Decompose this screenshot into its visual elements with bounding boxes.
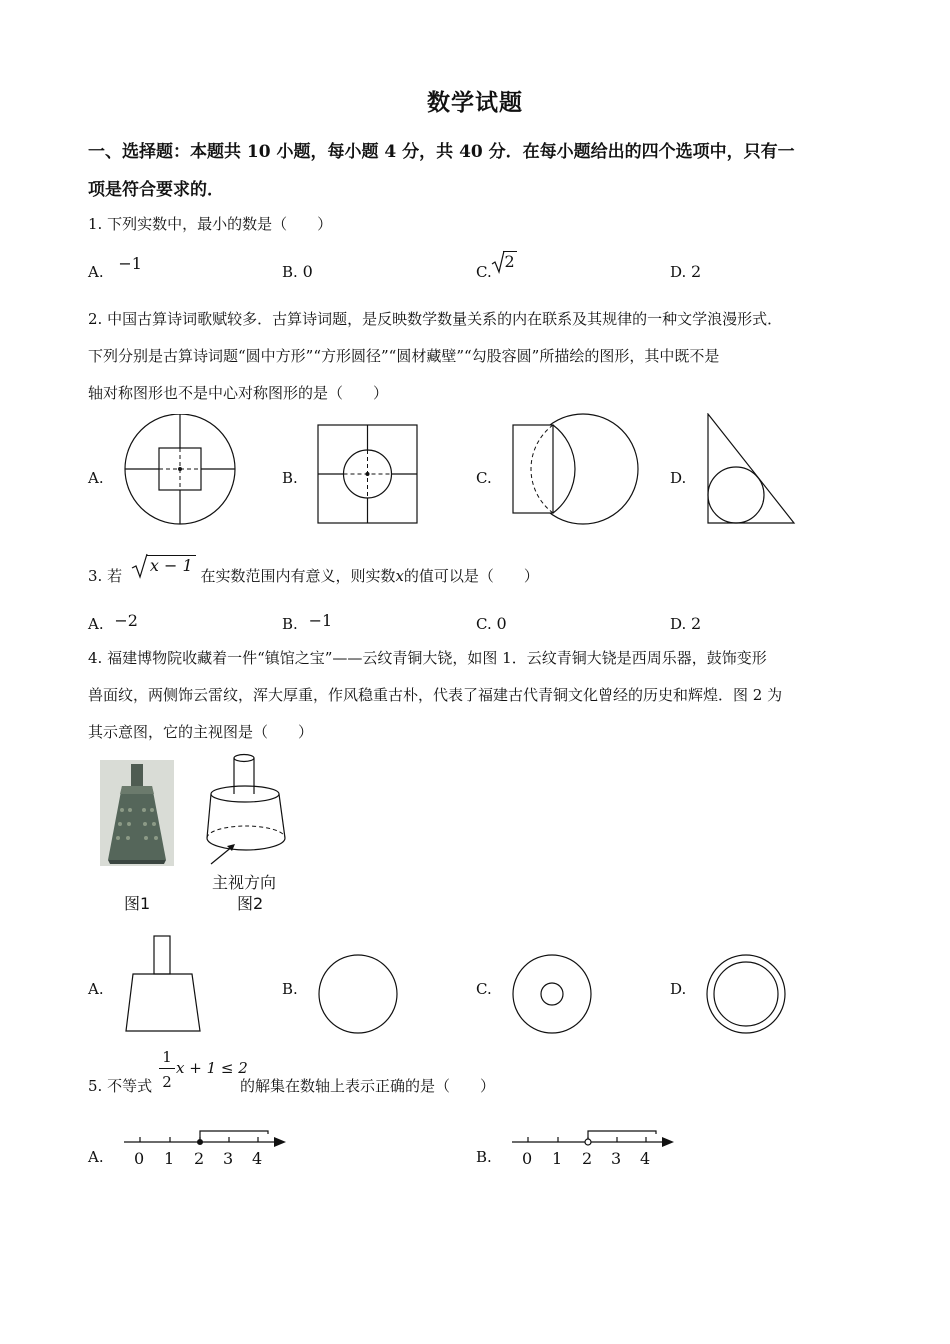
q3-var: x [395, 567, 404, 585]
q4-stem-line3: 其示意图，它的主视图是（ ） [88, 723, 314, 741]
q2-option-c-figure[interactable] [511, 413, 641, 527]
q5-suffix: 的解集在数轴上表示正确的是（ ） [240, 1077, 496, 1095]
q4-option-c-figure[interactable] [511, 954, 593, 1034]
q3-prefix: 3. 若 [88, 567, 123, 585]
tick-label: 1 [164, 1149, 175, 1168]
option-label: D. [670, 615, 687, 633]
option-label: B. [282, 615, 298, 633]
option-label: A. [88, 615, 104, 633]
q2-option-d-figure[interactable] [705, 413, 797, 525]
q2-stem-line1: 2. 中国古算诗词歌赋较多．古算诗词题，是反映数学数量关系的内在联系及其规律的一种文学浪漫形式． [88, 310, 783, 328]
q4-option-b-label[interactable]: B. [282, 980, 298, 998]
tick-label: 0 [134, 1149, 145, 1168]
q2-stem-line2: 下列分别是古算诗词题“圆中方形”“方形圆径”“圆材藏壁”“勾股容圆”所描绘的图形，其中既不是 [88, 347, 720, 365]
q5-expr: x + 1 ≤ 2 [176, 1059, 248, 1077]
option-value: −2 [114, 611, 138, 630]
q3-suffix: 在实数范围内有意义，则实数 [200, 567, 396, 585]
q4-option-b-figure[interactable] [317, 954, 399, 1034]
tick-label: 4 [252, 1149, 263, 1168]
tick-label: 2 [194, 1149, 205, 1168]
sqrt-symbol [131, 553, 149, 579]
q4-option-c-label[interactable]: C. [476, 980, 492, 998]
q1-option-b[interactable] [282, 262, 313, 282]
sqrt-symbol [491, 250, 505, 274]
option-value: 2 [691, 614, 702, 633]
fig1-caption: 图1 [124, 894, 151, 913]
q4-option-a-label[interactable]: A. [88, 980, 104, 998]
option-value: 2 [504, 252, 515, 271]
option-value: −1 [308, 611, 333, 630]
bronze-nao-photo [100, 760, 174, 866]
q3-stem [88, 556, 539, 586]
q5-frac-num: 1 [162, 1048, 172, 1066]
q5-frac-den: 2 [162, 1073, 172, 1091]
tick-label: 3 [611, 1149, 622, 1168]
section-heading-line2: 项是符合要求的． [88, 180, 224, 200]
option-label: C. [476, 263, 492, 281]
q1-option-a[interactable] [88, 254, 142, 282]
option-label: D. [670, 263, 687, 281]
option-label: C. [476, 615, 492, 633]
q1-stem: 1. 下列实数中，最小的数是（ ） [88, 215, 333, 233]
q2-option-b-figure[interactable] [317, 424, 419, 525]
q5-prefix: 5. 不等式 [88, 1077, 153, 1095]
q3-option-d[interactable] [670, 614, 701, 634]
q2-option-a-figure[interactable] [122, 414, 242, 526]
section-heading-line1: 一、选择题：本题共 10 小题，每小题 4 分，共 40 分．在每小题给出的四个选项中，只有一 [88, 142, 795, 162]
tick-label: 4 [640, 1149, 651, 1168]
q4-option-a-figure[interactable] [124, 935, 204, 1033]
option-value: 0 [302, 262, 313, 281]
q3-option-c[interactable] [476, 614, 507, 634]
q3-option-b[interactable] [282, 611, 333, 634]
q2-option-c-label[interactable]: C. [476, 469, 492, 487]
fig2-caption: 图2 [237, 894, 264, 913]
q4-option-d-figure[interactable] [705, 954, 787, 1034]
q3-option-a[interactable] [88, 611, 138, 634]
option-label: B. [282, 263, 298, 281]
q4-stem-line2: 兽面纹，两侧饰云雷纹，浑大厚重，作风稳重古朴，代表了福建古代青铜文化曾经的历史和辉煌．图 2 为 [88, 686, 783, 704]
q1-option-d[interactable] [670, 262, 701, 282]
q2-option-d-label[interactable]: D. [670, 469, 687, 487]
tick-label: 1 [552, 1149, 563, 1168]
q5-option-a-label[interactable]: A. [88, 1148, 104, 1166]
q2-option-a-label[interactable]: A. [88, 469, 104, 487]
option-value: −1 [118, 254, 142, 273]
q3-radicand: x − 1 [147, 555, 196, 575]
q2-option-b-label[interactable]: B. [282, 469, 298, 487]
tick-label: 0 [522, 1149, 533, 1168]
q4-stem-line1: 4. 福建博物院收藏着一件“镇馆之宝”——云纹青铜大铙，如图 1．云纹青铜大铙是西周乐器，鼓饰变形 [88, 649, 767, 667]
tick-label: 3 [223, 1149, 234, 1168]
q5-frac-bar [159, 1068, 175, 1069]
view-direction-label: 主视方向 [212, 873, 277, 892]
q5-option-b-numberline[interactable] [512, 1128, 677, 1168]
q5-option-b-label[interactable]: B. [476, 1148, 492, 1166]
page-title: 数学试题 [427, 89, 523, 116]
q2-stem-line3: 轴对称图形也不是中心对称图形的是（ ） [88, 384, 389, 402]
q3-suffix2: 的值可以是（ ） [403, 567, 539, 585]
option-value: 2 [691, 262, 702, 281]
fig2-schematic [205, 750, 295, 880]
q5-option-a-numberline[interactable] [124, 1128, 289, 1168]
q4-option-d-label[interactable]: D. [670, 980, 687, 998]
option-value: 0 [496, 614, 507, 633]
tick-label: 2 [582, 1149, 593, 1168]
q1-option-c[interactable] [476, 252, 517, 282]
option-label: A. [88, 263, 104, 281]
